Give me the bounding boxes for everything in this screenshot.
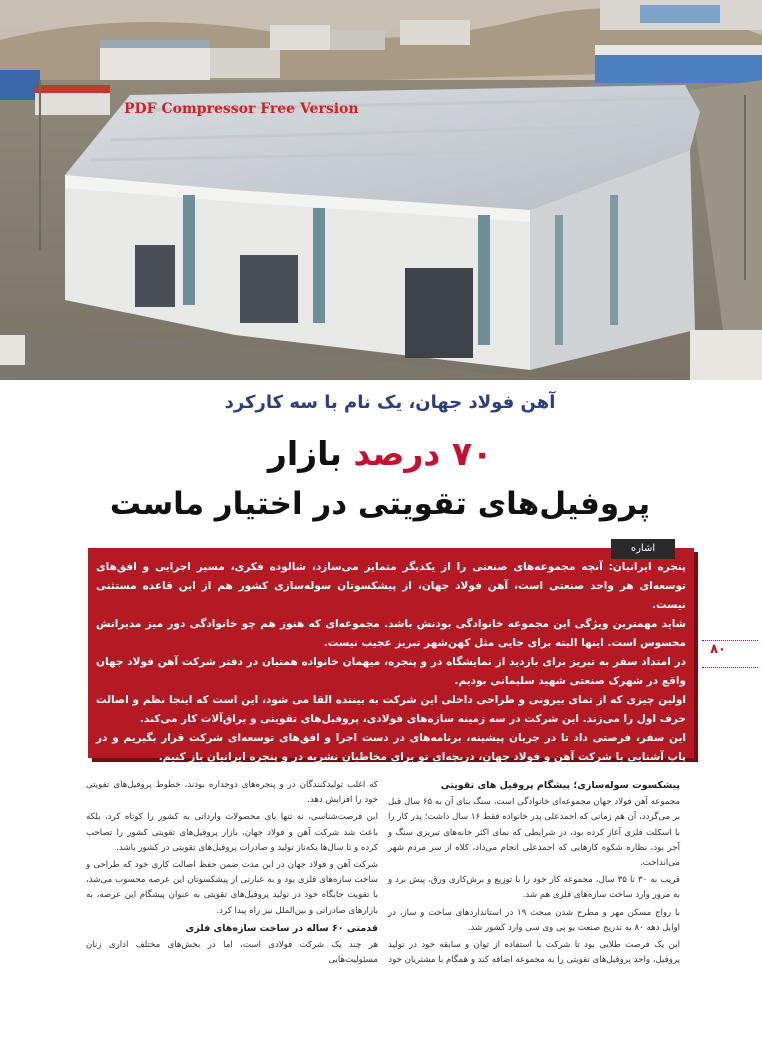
body-paragraph: قریب به ۳۰ تا ۳۵ سال، مجموعه کار خود را با توزیع و برش‌کاری ورق، پیش برد و به مرور وارد ساخت سازه‌های فلزی هم شد. <box>388 875 680 901</box>
intro-paragraph: شاید مهمترین ویژگی این مجموعه خانوادگی بودنش باشد. مجموعه‌ای که هنوز هم چو خانوادگی دور میز مدیرانش محسوس است. اینها البته برای جایی مثل کهن‌شهر تبریز عجیب نیست. <box>96 618 686 649</box>
intro-text <box>96 558 686 763</box>
body-paragraph: مجموعه آهن فولاد جهان مجموعه‌ای خانوادگی است، سنگ بنای آن به ۶۵ سال قبل بر می‌گردد، آن هم زمانی که احمدعلی پدر خانواده فقط ۱۶ سال داشت؛ پدر کار را با اسکلت فلزی آغاز کرده بود، در شرایطی که نمای اکثر خانه‌های تبریزی سنگ و آجر بود، نظاره شکوه کارهایی که احمدعلی انجام می‌داد، کلاه از سر مردم شهر می‌انداخت. <box>388 797 680 869</box>
headline-line-1 <box>80 434 680 473</box>
headline-line-2: پروفیل‌های تقویتی در اختیار ماست <box>109 486 651 522</box>
body-paragraph: این یک فرصت طلایی بود تا شرکت با استفاده از توان و سابقه خود در تولید پروفیل، واحد پروفیل‌های تقویتی را به مجموعه اضافه کند و همگام با مشتریان خود <box>388 940 680 966</box>
intro-paragraph: اولین چیزی که از تمای بیرونی و طراحی داخلی این شرکت به بیننده القا می شود، این است که اینجا نظم و اصالت حرف اول را می‌زند. این شرکت در سه زمینه سازه‌های فولادی، پروفیل‌های تقویتی و یراق‌آلات کار می‌کند. <box>96 694 686 725</box>
body-paragraph: با رواج مسکن مهر و مطرح شدن مبحث ۱۹ در استانداردهای ساخت و ساز، در اوایل دهه ۸۰ به تدریج صنعت یو پی وی سی وارد کشور شد. <box>388 907 680 933</box>
section-subheading: پیشکسوت سوله‌سازی؛ پیشگام پروفیل های تقویتی <box>440 780 680 791</box>
headline-black-part: بازار <box>267 434 342 473</box>
article-kicker: آهن فولاد جهان، یک نام با سه کارکرد <box>224 392 556 413</box>
headline-red-part: ۷۰ درصد <box>353 434 493 473</box>
watermark-text: PDF Compressor Free Version <box>124 101 359 117</box>
intro-paragraph: در امتداد سفر به تبریز برای بازدید از نمایشگاه در و پنجره، میهمان خانواده همتیان در دفتر شرکت آهن فولاد جهان واقع در شهرک صنعتی شهید سلیمانی بودیم. <box>96 656 686 687</box>
page-number: ۸۰ <box>710 642 726 657</box>
intro-tag: اشاره <box>611 539 675 559</box>
body-column-right <box>388 778 680 1033</box>
intro-paragraph: پنجره ایرانیان: آنچه مجموعه‌های صنعتی را از یکدیگر متمایز می‌سازد، شالوده فکری، مسیر اجرایی و افق‌های توسعه‌ای هر واحد صنعتی است، آهن فولاد جهان، از پیشکسوتان سوله‌سازی کشور هم از این قاعده مستثنی نیست. <box>96 561 686 611</box>
body-paragraph: هر چند یک شرکت فولادی است، اما در بخش‌های مختلف اداری زنان مسئولیت‌هایی <box>86 940 378 966</box>
body-column-left <box>86 778 378 1033</box>
intro-paragraph: این سفر، فرصتی داد تا در جریان پیشینه، برنامه‌های در دست اجرا و افق‌های توسعه‌ای شرکت قرار بگیریم و در پاپ آشنایی با شرکت آهن و فولاد جهان، دریچه‌ای تو برای مخاطبان نشریه در و پنجره ایرانیان باز کنیم. <box>96 732 686 763</box>
body-paragraph: این فرصت‌شناسی، نه تنها پای محصولات وارداتی به کشور را کوتاه کرد، بلکه باعث شد شرکت آهن و فولاد جهان، بازار پروفیل‌های تقویتی کشور را تصاحب کرده و تا سال‌ها یکه‌تاز تولید و صادرات پروفیل‌های تقویتی در کشور باشد. <box>86 812 378 853</box>
factory-photo <box>0 0 762 380</box>
body-paragraph: که اغلب تولیدکنندگان در و پنجره‌های دوجداره بودند، خطوط پروفیل‌های تقویتی خود را افزایش دهد. <box>86 780 378 806</box>
section-subheading: قدمتی ۶۰ ساله در ساخت سازه‌های فلزی <box>185 922 378 934</box>
body-paragraph: شرکت آهن و فولاد جهان در این مدت ضمن حفظ اصالت کاری خود که طراحی و ساخت سازه‌های فلزی بود و به عبارتی از پیشکسوتان این عرصه محسوب می‌شد، با تقویت جایگاه خود در تولید پروفیل‌های تقویتی به عنوان پیشگام این عرصه، به بازارهای صادراتی و بین‌الملل نیز راه پیدا کرد. <box>86 860 378 916</box>
